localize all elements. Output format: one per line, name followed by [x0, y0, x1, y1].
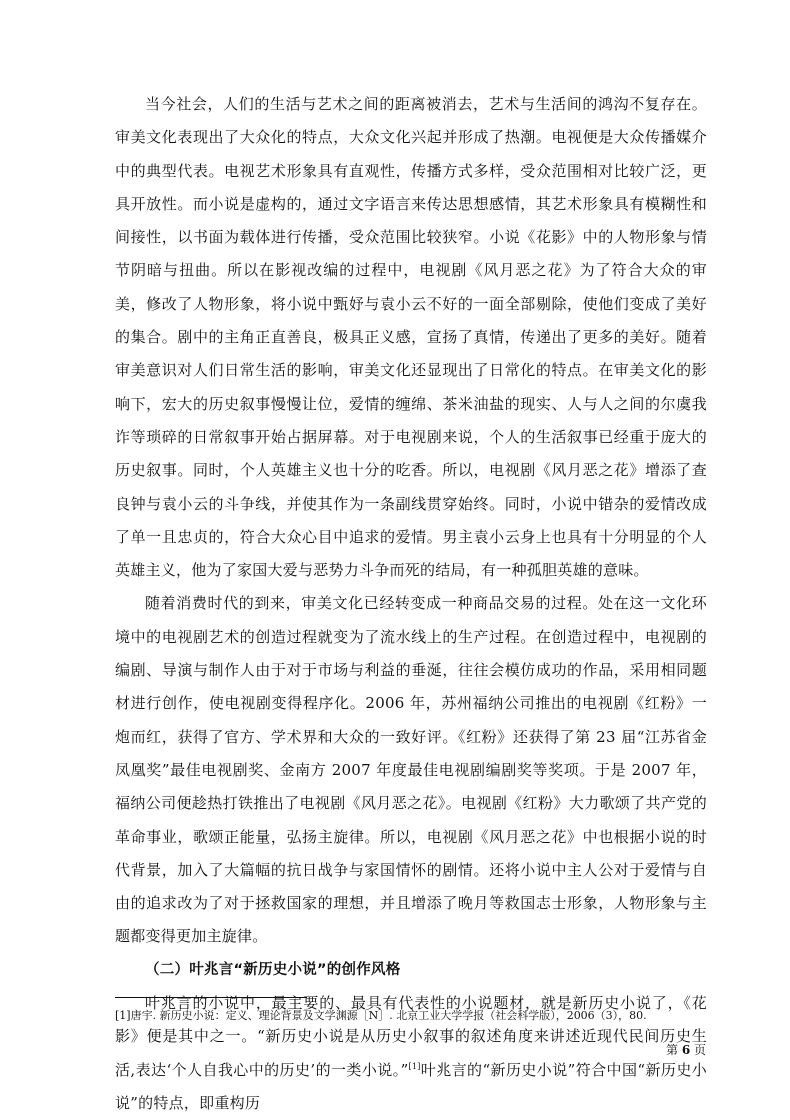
page-number-prefix: 第: [665, 1043, 682, 1057]
paragraph-1: 当今社会，人们的生活与艺术之间的距离被消去，艺术与生活间的鸿沟不复存在。审美文化表现出了大众化的特点，大众文化兴起并形成了热潮。电视便是大众传播媒介中的典型代表。电视艺术形象具有直观性，传播方式多样，受众范围相对比较广泛，更具开放性。而小说是虚构的，通过文字语言来传达思想感情，其艺术形象具有模糊性和间接性，以书面为载体进行传播，受众范围比较狭窄。小说《花影》中的人物形象与情节阴暗与扭曲。所以在影视改编的过程中，电视剧《风月恶之花》为了符合大众的审美，修改了人物形象，将小说中甄妤与袁小云不好的一面全部剔除，使他们变成了美好的集合。剧中的主角正直善良，极具正义感，宣扬了真情，传递出了更多的美好。随着审美意识对人们日常生活的影响，审美文化还显现出了日常化的特点。在审美文化的影响下，宏大的历史叙事慢慢让位，爱情的缠绵、茶米油盐的现实、人与人之间的尔虞我诈等琐碎的日常叙事开始占据屏幕。对于电视剧来说，个人的生活叙事已经重于庞大的历史叙事。同时，个人英雄主义也十分的吃香。所以，电视剧《风月恶之花》增添了查良钟与袁小云的斗争线，并使其作为一条副线贯穿始终。同时，小说中错杂的爱情改成了单一且忠贞的，符合大众心目中追求的爱情。男主袁小云身上也具有十分明显的个人英雄主义，他为了家国大爱与恶势力斗争而死的结局，有一种孤胆英雄的意味。: [115, 95, 707, 580]
page-number: [666, 1042, 706, 1058]
footnote-divider: [115, 997, 307, 998]
paragraph-3-text-end: 叶兆言的“新历史小说”符合中国“新历史小说”的特点，即重构历: [115, 1060, 707, 1112]
paragraph-2: 随着消费时代的到来，审美文化已经转变成一种商品交易的过程。处在这一文化环境中的电视剧艺术的创造过程就变为了流水线上的生产过程。在创造过程中，电视剧的编剧、导演与制作人由于对于市场与利益的垂涎，往往会模仿成功的作品，采用相同题材进行创作，使电视剧变得程序化。2006 年，苏州福纳公司推出的电视剧《红粉》一炮而红，获得了官方、学术界和大众的一致好评。《红粉》还获得了第 23 届“江苏省金凤凰奖”最佳电视剧奖、金南方 2007 年度最佳电视剧编剧奖等奖项。于是 2007 年，福纳公司便趁热打铁推出了电视剧《风月恶之花》。电视剧《红粉》大力歌颂了共产党的革命事业，歌颂正能量，弘扬主旋律。所以，电视剧《风月恶之花》中也根据小说的时代背景，加入了大篇幅的抗日战争与家国情怀的剧情。还将小说中主人公对于爱情与自由的追求改为了对于拯救国家的理想，并且增添了晚月等救国志士形象，人物形象与主题都变得更加主旋律。: [115, 594, 707, 946]
section-heading: （二）叶兆言“新历史小说”的创作风格: [145, 961, 401, 978]
page-number-value: 6: [681, 1043, 691, 1057]
footnote-reference-mark[interactable]: [1]: [408, 1061, 421, 1071]
page-number-suffix: 页: [690, 1043, 706, 1057]
body-text: [115, 88, 707, 1120]
paragraph-3: [115, 987, 707, 1120]
paragraph-3-text-start: 叶兆言的小说中，最主要的、最具有代表性的小说题材，就是新历史小说了，《花影》便是其中之一。“新历史小说是从历史小叙事的叙述角度来讲述近现代民间历史生活,表达‘个人自我心中的历史’的一类小说。”: [115, 994, 707, 1079]
footnote: [1]唐宇. 新历史小说：定义、理论背景及文学渊源［N］. 北京工业大学学报（社会科学版），2006（3），80.: [115, 1009, 647, 1022]
